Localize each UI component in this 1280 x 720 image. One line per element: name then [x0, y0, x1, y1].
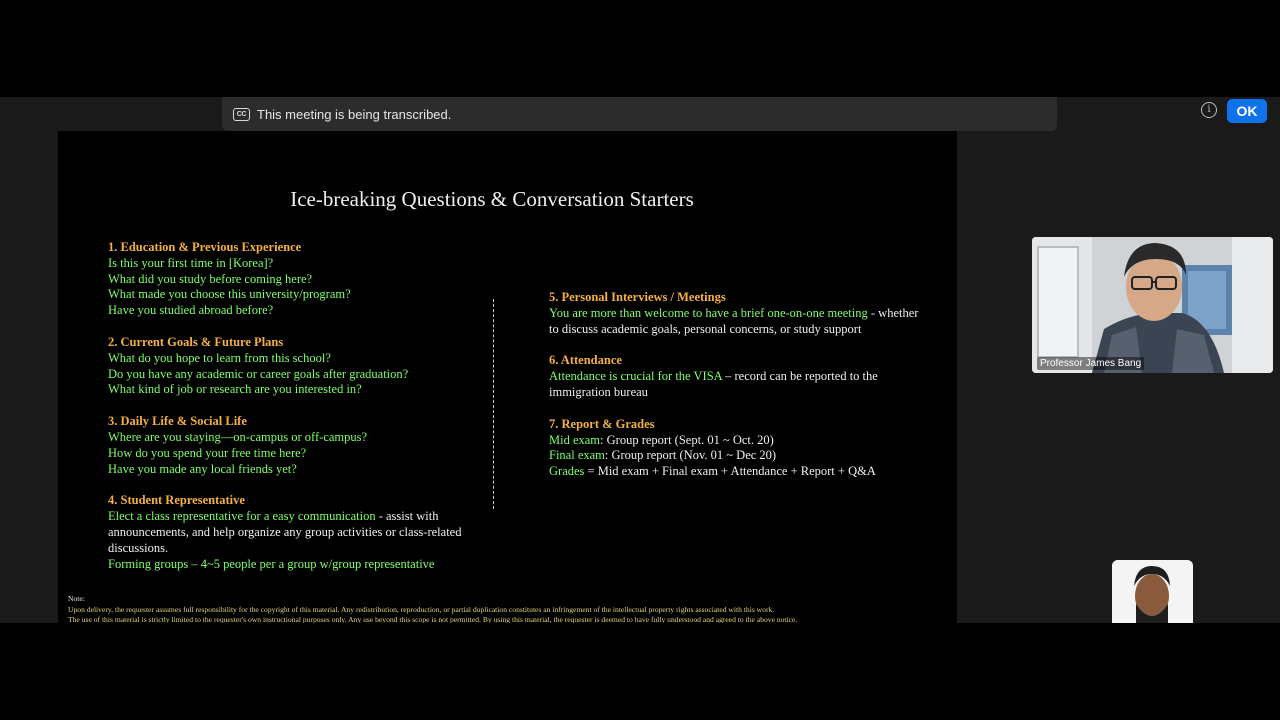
grade-row [549, 448, 929, 464]
grade-text: : Group report (Sept. 01 ~ Oct. 20) [600, 432, 774, 447]
slide-title: Ice-breaking Questions & Conversation Starters [290, 187, 694, 211]
section-heading: 7. Report & Grades [549, 416, 655, 431]
note-label: Note: [68, 594, 85, 603]
highlight-text: Elect a class representative for a easy communication [108, 509, 376, 524]
question-line: Have you made any local friends yet? [108, 461, 297, 476]
highlight-text: You are more than welcome to have a brief one-on-one meeting [549, 305, 868, 320]
transcription-banner [222, 97, 1258, 131]
participant-avatar [1112, 560, 1193, 623]
participant-name-label: Professor James Bang [1037, 357, 1144, 370]
shared-screen-slide [58, 131, 957, 623]
question-line: Do you have any academic or career goals after graduation? [108, 366, 409, 381]
question-line: What made you choose this university/program? [108, 287, 351, 302]
representative-paragraph [108, 509, 488, 556]
copyright-note [68, 594, 953, 623]
question-line: Have you studied abroad before? [108, 303, 274, 318]
attendance-paragraph [549, 369, 929, 401]
note-line: Upon delivery, the requester assumes full responsibility for the copyright of this material. Any redistribution, reproduction, or partial duplication constitutes an infringement of the intellectual property rights associated with this work. [68, 604, 775, 614]
participant-video-tile[interactable] [1032, 237, 1273, 373]
grade-label: Mid exam [549, 432, 601, 447]
question-line: What do you hope to learn from this school? [108, 350, 331, 365]
ok-button[interactable]: OK [1227, 99, 1267, 123]
question-line: What kind of job or research are you interested in? [108, 382, 362, 397]
info-icon[interactable]: i [1201, 102, 1217, 118]
slide-right-column [549, 290, 929, 480]
question-line: Is this your first time in [Korea]? [108, 255, 274, 270]
question-line: Where are you staying—on-campus or off-campus? [108, 429, 368, 444]
section-heading: 5. Personal Interviews / Meetings [549, 290, 726, 304]
body-text: - whether to discuss academic goals, personal concerns, or study support [549, 305, 919, 336]
grade-label: Grades [549, 464, 585, 479]
closed-captions-icon: CC [233, 108, 250, 121]
grade-row [549, 464, 929, 480]
slide-left-column [108, 240, 488, 572]
meetings-paragraph [549, 306, 929, 338]
body-text: – record can be reported to the immigration bureau [549, 369, 878, 399]
body-text: - assist with announcements, and help organize any group activities or class-related discussions. [108, 509, 462, 555]
transcription-message: This meeting is being transcribed. [257, 106, 452, 122]
section-heading: 4. Student Representative [108, 493, 245, 508]
question-line: What did you study before coming here? [108, 271, 313, 286]
section-heading: 2. Current Goals & Future Plans [108, 334, 284, 349]
participant-video [1032, 237, 1273, 373]
note-line: The use of this material is strictly limited to the requester's own instructional purposes only. Any use beyond this scope is not permitted. By using this material, the requester is deemed to have fully understood and agreed to the above notice. [68, 615, 798, 623]
section-heading: 1. Education & Previous Experience [108, 240, 302, 254]
participant-thumbnail[interactable] [1112, 560, 1193, 623]
section-heading: 6. Attendance [549, 353, 622, 368]
grade-row [549, 433, 929, 449]
grade-label: Final exam [549, 448, 605, 463]
question-line: How do you spend your free time here? [108, 445, 307, 460]
grade-text: = Mid exam + Final exam + Attendance + Report + Q&A [584, 464, 876, 479]
section-heading: 3. Daily Life & Social Life [108, 414, 247, 429]
grade-text: : Group report (Nov. 01 ~ Dec 20) [604, 448, 777, 463]
highlight-text: Attendance is crucial for the VISA [549, 369, 722, 384]
column-divider [493, 299, 494, 509]
forming-groups-line: Forming groups – 4~5 people per a group w/group representative [108, 556, 435, 571]
